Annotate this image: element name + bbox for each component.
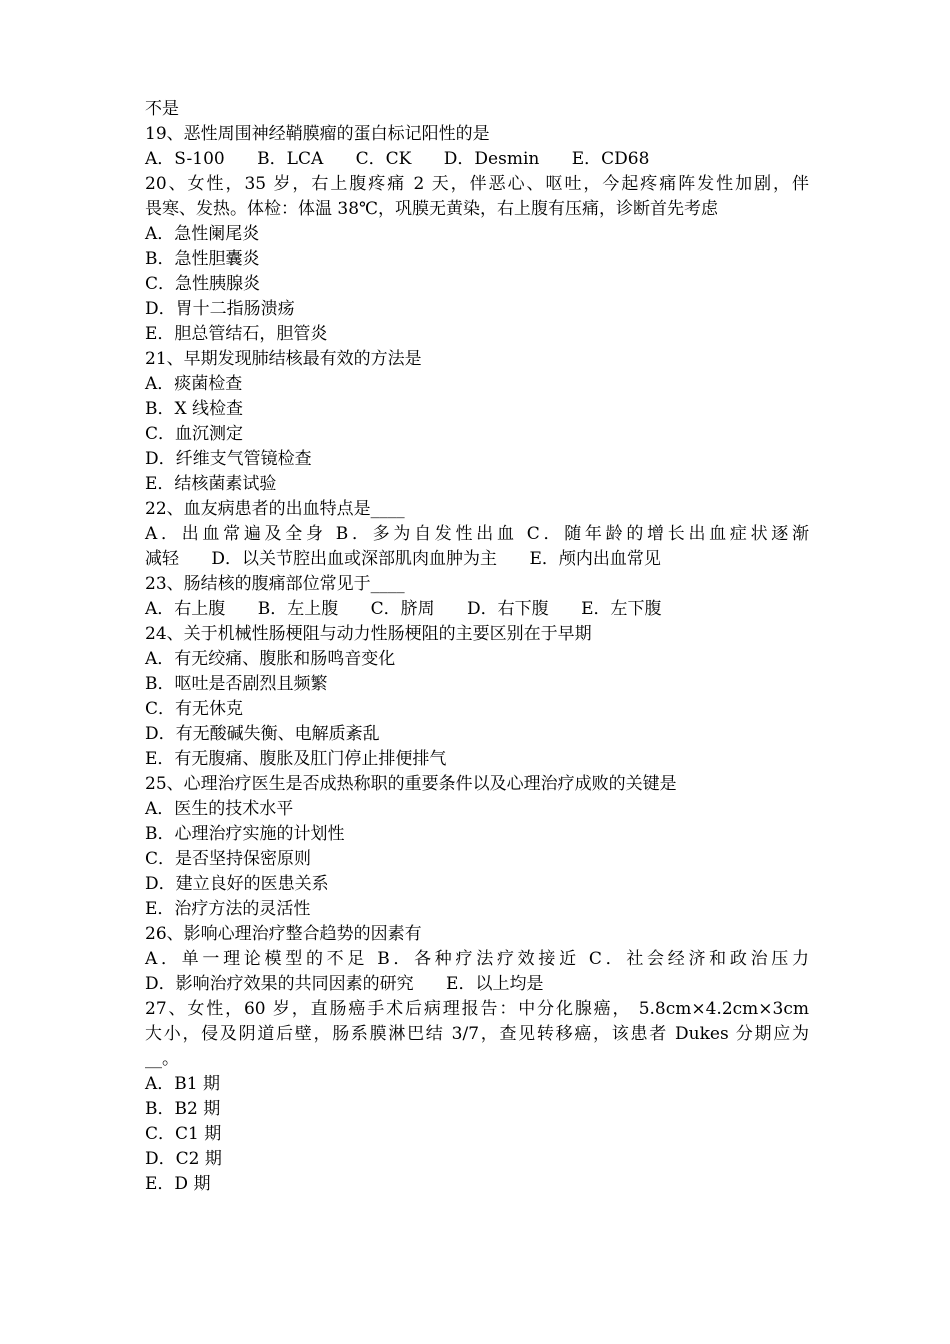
text-line: D．建立良好的医患关系 (145, 874, 329, 894)
text-line: C．有无休克 (145, 699, 244, 719)
text-line: 26、影响心理治疗整合趋势的因素有 (145, 924, 422, 944)
text-line: B．呕吐是否剧烈且频繁 (145, 674, 328, 694)
text-line: 22、血友病患者的出血特点是____ (145, 499, 405, 519)
text-line: 20、女性，35 岁，右上腹疼痛 2 天，伴恶心、呕吐，今起疼痛阵发性加剧，伴 (145, 174, 809, 194)
text-line: E．治疗方法的灵活性 (145, 899, 311, 919)
text-line: D．C2 期 (145, 1149, 222, 1169)
text-line: E．有无腹痛、腹胀及肛门停止排便排气 (145, 749, 447, 769)
text-line: 畏寒、发热。体检：体温 38℃，巩膜无黄染，右上腹有压痛，诊断首先考虑 (145, 199, 719, 219)
text-line: B．心理治疗实施的计划性 (145, 824, 345, 844)
text-line: __。 (145, 1049, 179, 1069)
text-line: 24、关于机械性肠梗阻与动力性肠梗阻的主要区别在于早期 (145, 624, 592, 644)
text-line: 减轻 D．以关节腔出血或深部肌肉血肿为主 E．颅内出血常见 (145, 549, 661, 569)
question-text-block (145, 97, 809, 1197)
text-line: E．结核菌素试验 (145, 474, 277, 494)
text-line: B．急性胆囊炎 (145, 249, 260, 269)
text-line: 19、恶性周围神经鞘膜瘤的蛋白标记阳性的是 (145, 124, 490, 144)
text-line: 27、女性，60 岁，直肠癌手术后病理报告：中分化腺癌， 5.8cm×4.2cm×3cm (145, 999, 809, 1019)
text-line: A．单一理论模型的不足 B．各种疗法疗效接近 C．社会经济和政治压力 (145, 949, 809, 969)
text-line: A．有无绞痛、腹胀和肠鸣音变化 (145, 649, 396, 669)
text-line: 不是 (145, 99, 179, 119)
text-line: D．纤维支气管镜检查 (145, 449, 312, 469)
text-line: D．有无酸碱失衡、电解质紊乱 (145, 724, 380, 744)
text-line: A．急性阑尾炎 (145, 224, 260, 244)
text-line: D．胃十二指肠溃疡 (145, 299, 295, 319)
text-line: C．急性胰腺炎 (145, 274, 261, 294)
text-line: A．S-100 B．LCA C．CK D．Desmin E．CD68 (145, 149, 650, 169)
text-line: A．痰菌检查 (145, 374, 243, 394)
text-line: A．B1 期 (145, 1074, 220, 1094)
text-line: B．X 线检查 (145, 399, 243, 419)
text-line: A．右上腹 B．左上腹 C．脐周 D．右下腹 E．左下腹 (145, 599, 662, 619)
text-line: 21、早期发现肺结核最有效的方法是 (145, 349, 422, 369)
text-line: C．C1 期 (145, 1124, 222, 1144)
text-line: 大小，侵及阴道后壁，肠系膜淋巴结 3/7，查见转移癌，该患者 Dukes 分期应为 (145, 1024, 809, 1044)
text-line: D．影响治疗效果的共同因素的研究 E．以上均是 (145, 974, 544, 994)
text-line: A．出血常遍及全身 B．多为自发性出血 C．随年龄的增长出血症状逐渐 (145, 524, 809, 544)
text-line: 23、肠结核的腹痛部位常见于____ (145, 574, 405, 594)
text-line: 25、心理治疗医生是否成热称职的重要条件以及心理治疗成败的关键是 (145, 774, 677, 794)
text-line: E．胆总管结石，胆管炎 (145, 324, 328, 344)
text-line: C．血沉测定 (145, 424, 244, 444)
text-line: C．是否坚持保密原则 (145, 849, 312, 869)
text-line: B．B2 期 (145, 1099, 221, 1119)
text-line: E．D 期 (145, 1174, 211, 1194)
text-line: A．医生的技术水平 (145, 799, 294, 819)
